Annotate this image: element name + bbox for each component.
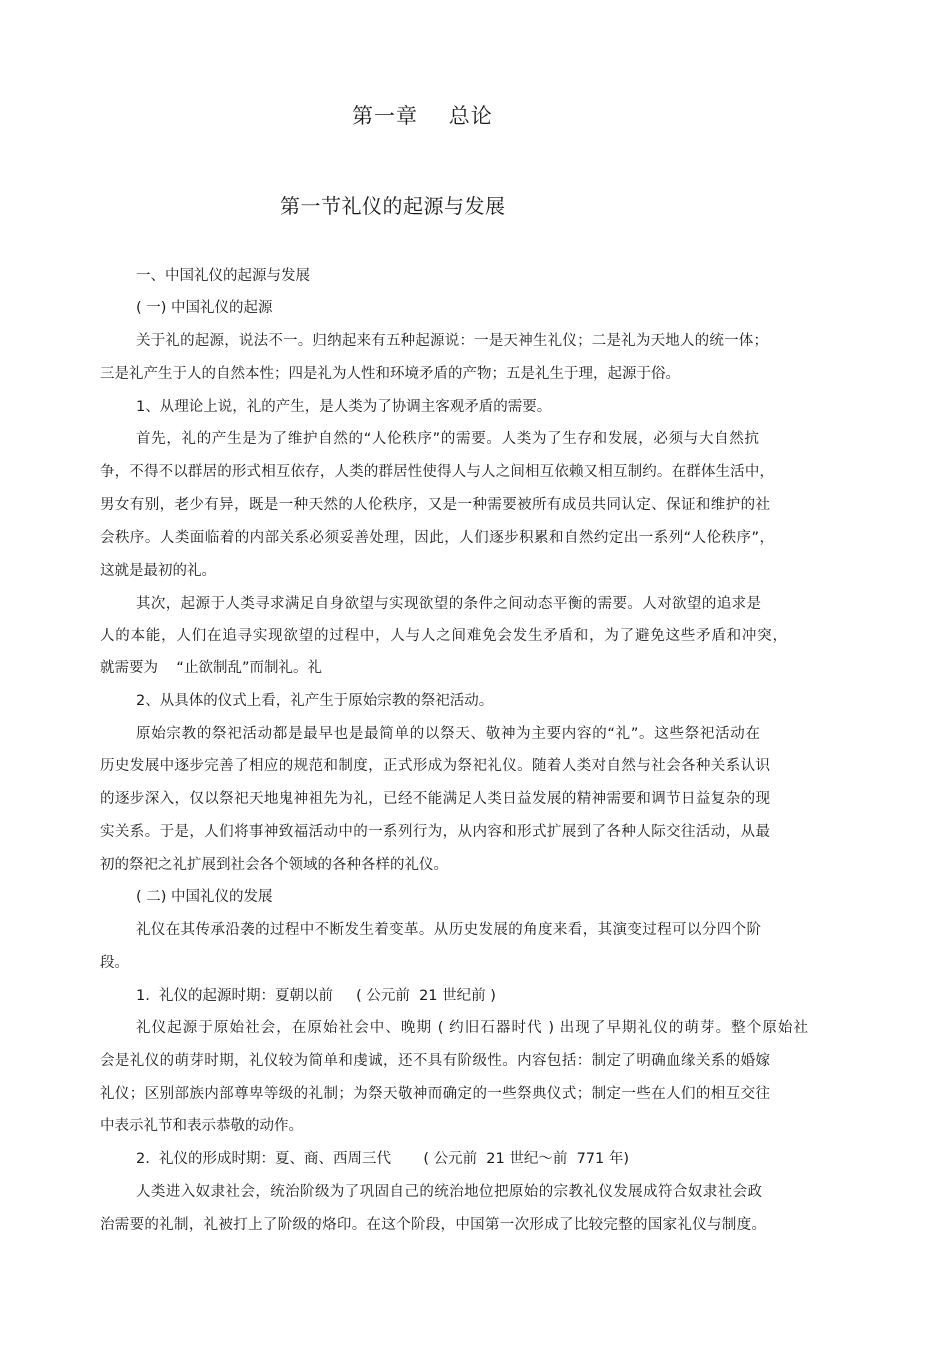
paragraph-line: 礼仪起源于原始社会，在原始社会中、晚期 ( 约旧石器时代 ) 出现了早期礼仪的萌芽。整个原始社 xyxy=(136,1020,808,1036)
subheading-line: ( 一) 中国礼仪的起源 xyxy=(136,300,273,316)
paragraph-line: 治需要的礼制，礼被打上了阶级的烙印。在这个阶段，中国第一次形成了比较完整的国家礼仪与制度。 xyxy=(100,1217,766,1233)
paragraph-line: 争，不得不以群居的形式相互依存，人类的群居性使得人与人之间相互依赖又相互制约。在群体生活中， xyxy=(100,464,774,480)
paragraph-line: 实关系。于是，人们将事神致福活动中的一系列行为，从内容和形式扩展到了各种人际交往活动，从最 xyxy=(100,824,770,840)
paragraph-line: 这就是最初的礼。 xyxy=(100,563,216,579)
paragraph-line: 人的本能，人们在追寻实现欲望的过程中，人与人之间难免会发生矛盾和，为了避免这些矛盾和冲突， xyxy=(100,628,787,644)
paragraph-line: 初的祭祀之礼扩展到社会各个领域的各种各样的礼仪。 xyxy=(100,857,448,873)
paragraph-line: 礼仪在其传承沿袭的过程中不断发生着变革。从历史发展的角度来看，其演变过程可以分四个阶 xyxy=(136,922,761,938)
paragraph-line: 会是礼仪的萌芽时期，礼仪较为简单和虔诚，还不具有阶级性。内容包括：制定了明确血缘关系的婚嫁 xyxy=(100,1053,770,1069)
paragraph-line: 原始宗教的祭祀活动都是最早也是最简单的以祭天、敬神为主要内容的“礼”。这些祭祀活动在 xyxy=(136,726,760,742)
paragraph-line: 1、从理论上说，礼的产生，是人类为了协调主客观矛盾的需要。 xyxy=(136,399,552,415)
chapter-title: 第一章 总论 xyxy=(352,104,493,128)
paragraph-line: 其次，起源于人类寻求满足自身欲望与实现欲望的条件之间动态平衡的需要。人对欲望的追求是 xyxy=(136,596,761,612)
heading-line: 一、中国礼仪的起源与发展 xyxy=(136,268,310,284)
paragraph-line: 段。 xyxy=(100,955,129,971)
paragraph-line: 男女有别，老少有异，既是一种天然的人伦秩序，又是一种需要被所有成员共同认定、保证和维护的社 xyxy=(100,497,770,513)
paragraph-line: 就需要为 “止欲制乱”而制礼。礼 xyxy=(100,660,322,676)
paragraph-line: 人类进入奴隶社会，统治阶级为了巩固自己的统治地位把原始的宗教礼仪发展成符合奴隶社会政 xyxy=(136,1184,762,1200)
paragraph-line: 礼仪；区别部族内部尊卑等级的礼制；为祭天敬神而确定的一些祭典仪式；制定一些在人们的相互交往 xyxy=(100,1086,770,1102)
paragraph-line: 的逐步深入，仅以祭祀天地鬼神祖先为礼，已经不能满足人类日益发展的精神需要和调节日益复杂的现 xyxy=(100,791,770,807)
paragraph-line: 中表示礼节和表示恭敬的动作。 xyxy=(100,1118,303,1134)
paragraph-line: 会秩序。人类面临着的内部关系必须妥善处理，因此，人们逐步积累和自然约定出一系列“人伦秩序”， xyxy=(100,530,774,546)
paragraph-line: 1. 礼仪的起源时期：夏朝以前 ( 公元前 21 世纪前 ) xyxy=(136,988,496,1004)
paragraph-line: 2、从具体的仪式上看，礼产生于原始宗教的祭祀活动。 xyxy=(136,693,494,709)
paragraph-line: 2. 礼仪的形成时期：夏、商、西周三代 ( 公元前 21 世纪～前 771 年) xyxy=(136,1151,630,1167)
paragraph-line: 关于礼的起源，说法不一。归纳起来有五种起源说：一是天神生礼仪；二是礼为天地人的统一体； xyxy=(136,333,768,349)
subheading-line: ( 二) 中国礼仪的发展 xyxy=(136,889,273,905)
section-title: 第一节礼仪的起源与发展 xyxy=(280,194,506,218)
paragraph-line: 三是礼产生于人的自然本性；四是礼为人性和环境矛盾的产物；五是礼生于理，起源于俗。 xyxy=(100,366,680,382)
paragraph-line: 首先，礼的产生是为了维护自然的“人伦秩序”的需要。人类为了生存和发展，必须与大自然抗 xyxy=(136,431,759,447)
paragraph-line: 历史发展中逐步完善了相应的规范和制度，正式形成为祭祀礼仪。随着人类对自然与社会各种关系认识 xyxy=(100,758,770,774)
